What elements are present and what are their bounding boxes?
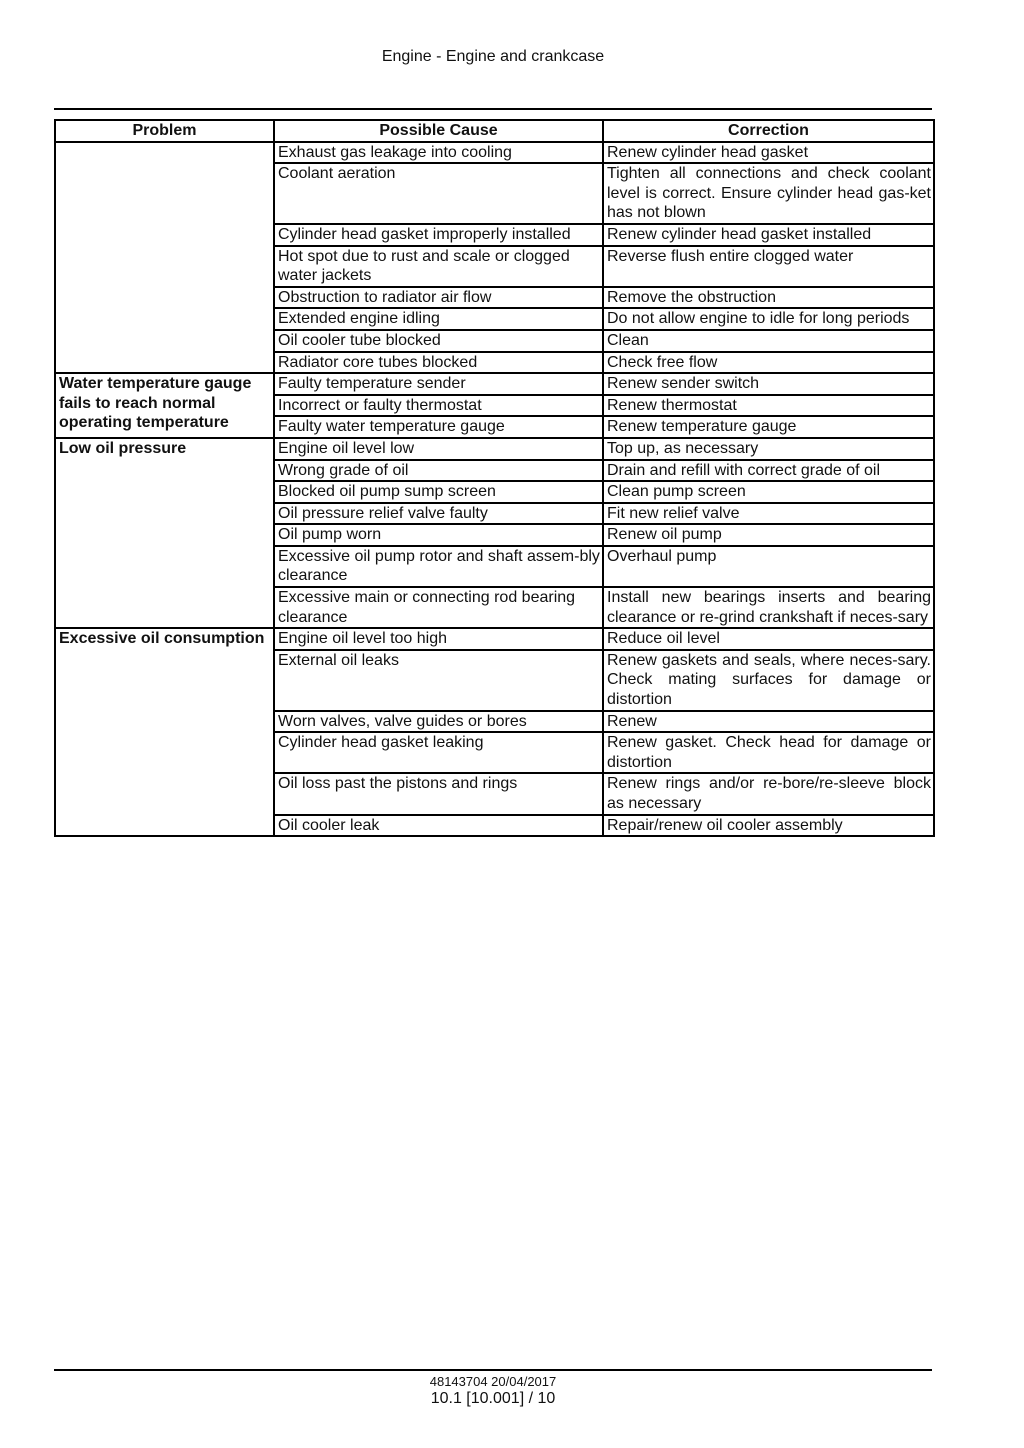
correction-cell: Renew thermostat [603, 395, 934, 417]
possible-cause-cell: Oil cooler leak [274, 815, 603, 837]
possible-cause-cell: Extended engine idling [274, 308, 603, 330]
page-reference: 10.1 [10.001] / 10 [430, 1390, 556, 1407]
table-row [55, 438, 934, 460]
column-header-correction: Correction [603, 120, 934, 142]
correction-cell: Renew temperature gauge [603, 416, 934, 438]
correction-cell: Fit new relief valve [603, 503, 934, 525]
correction-cell: Check free flow [603, 352, 934, 374]
correction-cell: Install new bearings inserts and bearing clearance or re-grind crankshaft if neces-sary [603, 587, 934, 628]
possible-cause-cell: Oil loss past the pistons and rings [274, 773, 603, 814]
correction-cell: Overhaul pump [603, 546, 934, 587]
correction-cell: Reverse flush entire clogged water [603, 246, 934, 287]
footer-rule [54, 1369, 932, 1371]
column-header-problem: Problem [55, 120, 274, 142]
correction-cell: Remove the obstruction [603, 287, 934, 309]
correction-cell: Clean pump screen [603, 481, 934, 503]
table-row [55, 373, 934, 395]
problem-cell: Water temperature gauge fails to reach normal operating temperature [55, 373, 274, 438]
possible-cause-cell: External oil leaks [274, 650, 603, 711]
possible-cause-cell: Incorrect or faulty thermostat [274, 395, 603, 417]
correction-cell: Tighten all connections and check coolant level is correct. Ensure cylinder head gas-ket has not blown [603, 163, 934, 224]
possible-cause-cell: Worn valves, valve guides or bores [274, 711, 603, 733]
possible-cause-cell: Coolant aeration [274, 163, 603, 224]
possible-cause-cell: Oil pressure relief valve faulty [274, 503, 603, 525]
possible-cause-cell: Faulty temperature sender [274, 373, 603, 395]
possible-cause-cell: Wrong grade of oil [274, 460, 603, 482]
table-header-row [55, 120, 934, 142]
possible-cause-cell: Engine oil level low [274, 438, 603, 460]
troubleshooting-table [54, 119, 935, 837]
possible-cause-cell: Hot spot due to rust and scale or clogged water jackets [274, 246, 603, 287]
correction-cell: Renew rings and/or re-bore/re-sleeve block as necessary [603, 773, 934, 814]
header-rule [54, 108, 932, 110]
possible-cause-cell: Oil pump worn [274, 524, 603, 546]
possible-cause-cell: Excessive oil pump rotor and shaft assem-bly clearance [274, 546, 603, 587]
possible-cause-cell: Engine oil level too high [274, 628, 603, 650]
table-body [55, 142, 934, 837]
table-row [55, 142, 934, 164]
page-header: Engine - Engine and crankcase [381, 48, 605, 65]
correction-cell: Renew [603, 711, 934, 733]
correction-cell: Renew oil pump [603, 524, 934, 546]
column-header-possible-cause: Possible Cause [274, 120, 603, 142]
correction-cell: Clean [603, 330, 934, 352]
problem-cell [55, 142, 274, 374]
correction-cell: Repair/renew oil cooler assembly [603, 815, 934, 837]
correction-cell: Drain and refill with correct grade of oil [603, 460, 934, 482]
table-row [55, 628, 934, 650]
correction-cell: Top up, as necessary [603, 438, 934, 460]
correction-cell: Renew sender switch [603, 373, 934, 395]
document-code: 48143704 20/04/2017 [429, 1374, 557, 1389]
correction-cell: Renew cylinder head gasket [603, 142, 934, 164]
possible-cause-cell: Faulty water temperature gauge [274, 416, 603, 438]
possible-cause-cell: Blocked oil pump sump screen [274, 481, 603, 503]
problem-cell: Excessive oil consumption [55, 628, 274, 836]
possible-cause-cell: Radiator core tubes blocked [274, 352, 603, 374]
correction-cell: Do not allow engine to idle for long periods [603, 308, 934, 330]
correction-cell: Renew gasket. Check head for damage or distortion [603, 732, 934, 773]
possible-cause-cell: Exhaust gas leakage into cooling [274, 142, 603, 164]
correction-cell: Renew gaskets and seals, where neces-sary. Check mating surfaces for damage or distortion [603, 650, 934, 711]
possible-cause-cell: Oil cooler tube blocked [274, 330, 603, 352]
possible-cause-cell: Obstruction to radiator air flow [274, 287, 603, 309]
correction-cell: Reduce oil level [603, 628, 934, 650]
problem-cell: Low oil pressure [55, 438, 274, 628]
possible-cause-cell: Cylinder head gasket improperly installed [274, 224, 603, 246]
correction-cell: Renew cylinder head gasket installed [603, 224, 934, 246]
possible-cause-cell: Excessive main or connecting rod bearing clearance [274, 587, 603, 628]
possible-cause-cell: Cylinder head gasket leaking [274, 732, 603, 773]
